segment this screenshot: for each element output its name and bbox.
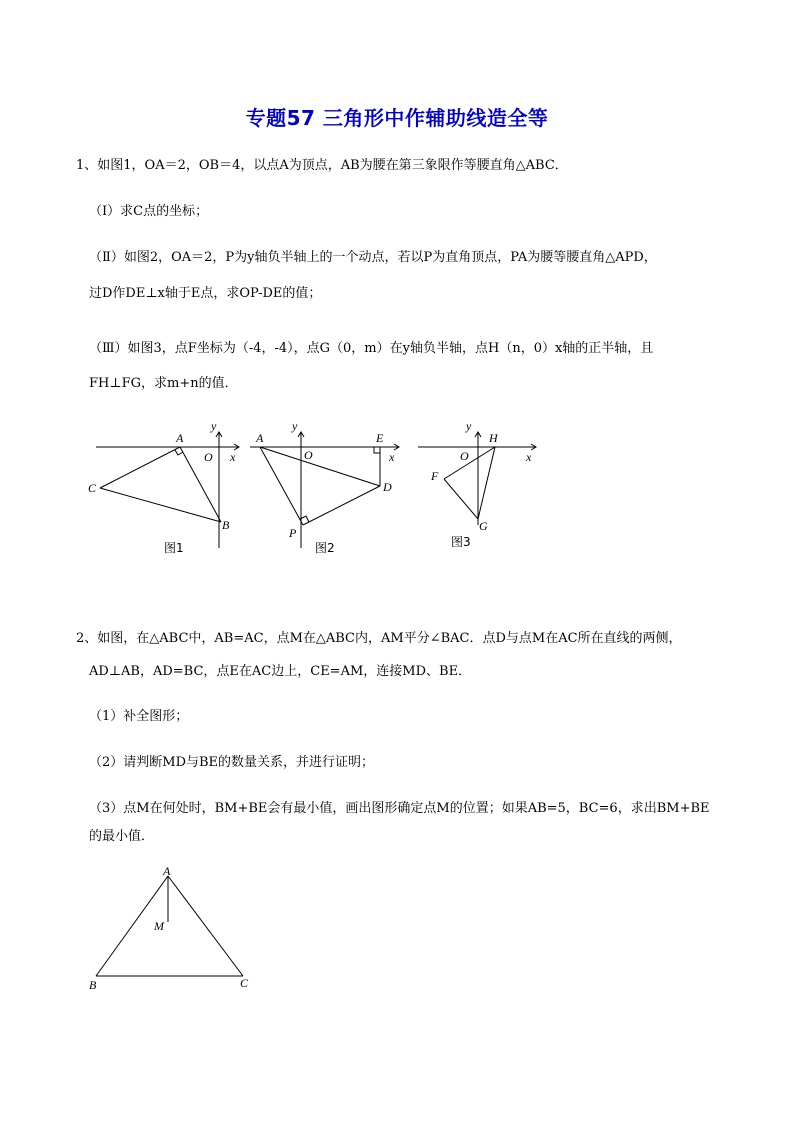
page-title: 专题57 三角形中作辅助线造全等 bbox=[245, 106, 549, 130]
q2-label-c: C bbox=[240, 976, 249, 990]
q1-part2-line1: （Ⅱ）如图2，OA＝2，P为y轴负半轴上的一个动点，若以P为直角顶点，PA为腰等腰直角△APD， bbox=[89, 250, 657, 265]
q2-part2: （2）请判断MD与BE的数量关系，并进行证明； bbox=[89, 755, 375, 770]
fig3-caption: 图3 bbox=[451, 535, 471, 549]
fig2-label-y: y bbox=[292, 419, 298, 433]
fig3-label-f: F bbox=[431, 469, 439, 483]
fig3-label-y: y bbox=[466, 419, 472, 433]
fig1-caption: 图1 bbox=[164, 541, 184, 555]
fig3-label-g: G bbox=[479, 519, 488, 533]
q1-part1: （Ⅰ）求C点的坐标； bbox=[89, 204, 209, 219]
fig2-caption: 图2 bbox=[315, 541, 335, 555]
q2-part3-line2: 的最小值． bbox=[89, 829, 155, 844]
fig1-label-b: B bbox=[222, 518, 230, 532]
fig1-label-y: y bbox=[211, 419, 217, 433]
q1-part3-line2: FH⊥FG，求m+n的值． bbox=[89, 376, 238, 391]
fig1-label-o: O bbox=[204, 450, 213, 464]
q2-label-b: B bbox=[89, 978, 97, 992]
q1-stem: 1、如图1，OA＝2，OB＝4，以点A为顶点，AB为腰在第三象限作等腰直角△ABC． bbox=[76, 158, 568, 173]
fig3-label-o: O bbox=[460, 449, 469, 463]
fig3-label-x: x bbox=[526, 450, 532, 464]
fig1-label-c: C bbox=[88, 481, 97, 495]
q1-part2-line2: 过D作DE⊥x轴于E点，求OP-DE的值； bbox=[89, 286, 322, 301]
fig2-label-x: x bbox=[389, 450, 395, 464]
fig2-label-d: D bbox=[383, 480, 392, 494]
q2-part3-line1: （3）点M在何处时，BM+BE会有最小值，画出图形确定点M的位置；如果AB=5，BC=6，求出BM+BE bbox=[89, 801, 710, 816]
fig2-label-a: A bbox=[256, 431, 264, 445]
fig3-label-h: H bbox=[489, 431, 498, 445]
fig1-label-x: x bbox=[230, 450, 236, 464]
fig2-label-p: P bbox=[289, 526, 297, 540]
q2-stem-line1: 2、如图，在△ABC中，AB=AC，点M在△ABC内，AM平分∠BAC．点D与点M在AC所在直线的两侧， bbox=[76, 631, 682, 646]
q2-segment-ac bbox=[168, 876, 243, 976]
q2-label-a: A bbox=[163, 864, 171, 878]
fig2-label-o: O bbox=[304, 448, 313, 462]
q2-stem-line2: AD⊥AB，AD=BC，点E在AC边上，CE=AM，连接MD、BE． bbox=[89, 664, 472, 679]
q2-label-m: M bbox=[154, 919, 164, 933]
fig1-label-a: A bbox=[176, 431, 184, 445]
q1-part3-line1: （Ⅲ）如图3，点F坐标为（-4，-4），点G（0，m）在y轴负半轴，点H（n，0）x轴的正半轴，且 bbox=[89, 341, 654, 356]
q2-part1: （1）补全图形； bbox=[89, 709, 189, 724]
fig2-label-e: E bbox=[376, 431, 384, 445]
